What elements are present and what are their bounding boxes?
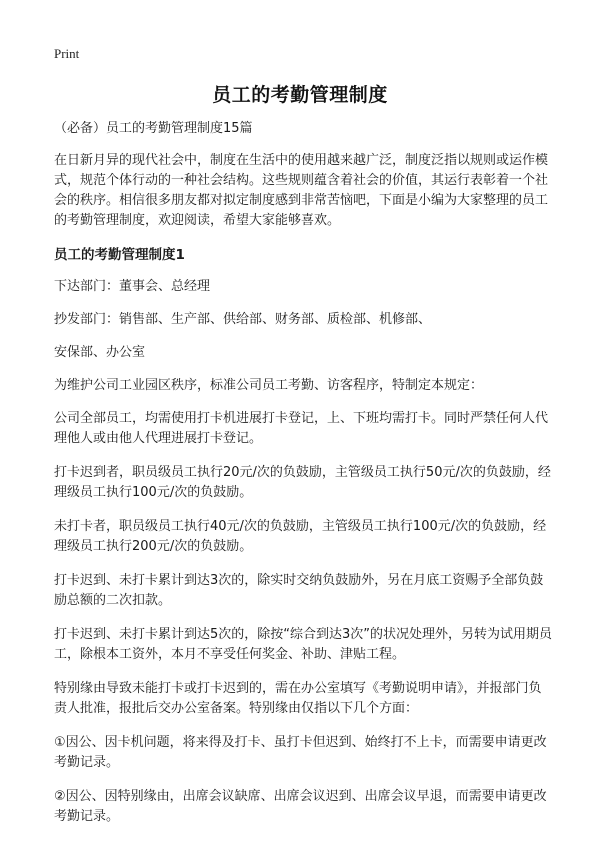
paragraph-rule-all-staff: 公司全部员工，均需使用打卡机进展打卡登记，上、下班均需打卡。同时严禁任何人代理他人或由他人代理进展打卡登记。 xyxy=(54,411,549,446)
document-subtitle: （必备）员工的考勤管理制度15篇 xyxy=(54,121,253,136)
paragraph-reason-1: ①因公、因卡机问题，将来得及打卡、虽打卡但迟到、始终打不上卡，而需要申请更改考勤记录。 xyxy=(54,735,547,770)
paragraph-rule-5-times: 打卡迟到、未打卡累计到达5次的，除按“综合到达3次”的状况处理外，另转为试用期员工，除根本工资外，本月不享受任何奖金、补助、津贴工程。 xyxy=(54,627,553,662)
paragraph-issuing-dept: 下达部门：董事会、总经理 xyxy=(54,279,211,294)
document-body xyxy=(54,119,554,841)
paragraph-special-reasons: 特别缘由导致未能打卡或打卡迟到的，需在办公室填写《考勤说明申请》，并报部门负责人批准，报批后交办公室备案。特别缘由仅指以下几个方面： xyxy=(54,681,542,716)
paragraph-purpose: 为维护公司工业园区秩序，标准公司员工考勤、访客程序，特制定本规定： xyxy=(54,378,484,393)
paragraph-rule-late: 打卡迟到者，职员级员工执行20元/次的负鼓励，主管级员工执行50元/次的负鼓励，经理级员工执行100元/次的负鼓励。 xyxy=(54,465,551,500)
paragraph-cc-dept: 抄发部门：销售部、生产部、供给部、财务部、质检部、机修部、 xyxy=(54,312,432,327)
paragraph-reason-2: ②因公、因特别缘由，出席会议缺席、出席会议迟到、出席会议早退，而需要申请更改考勤记录。 xyxy=(54,789,547,824)
section-heading: 员工的考勤管理制度1 xyxy=(54,247,185,263)
paragraph-cc-dept-cont: 安保部、办公室 xyxy=(54,345,146,360)
intro-paragraph: 在日新月异的现代社会中，制度在生活中的使用越来越广泛，制度泛指以规则或运作模式，规范个体行动的一种社会结构。这些规则蕴含着社会的价值，其运行表彰着一个社会的秩序。相信很多朋友都对拟定制度感到非常苦恼吧，下面是小编为大家整理的员工的考勤管理制度，欢迎阅读，希望大家能够喜欢。 xyxy=(54,153,549,228)
print-link[interactable]: Print xyxy=(54,46,80,61)
paragraph-rule-3-times: 打卡迟到、未打卡累计到达3次的，除实时交纳负鼓励外，另在月底工资赐予全部负鼓励总额的二次扣款。 xyxy=(54,573,544,608)
page-title: 员工的考勤管理制度 xyxy=(212,84,388,106)
paragraph-rule-no-punch: 未打卡者，职员级员工执行40元/次的负鼓励，主管级员工执行100元/次的负鼓励，经理级员工执行200元/次的负鼓励。 xyxy=(54,519,547,554)
